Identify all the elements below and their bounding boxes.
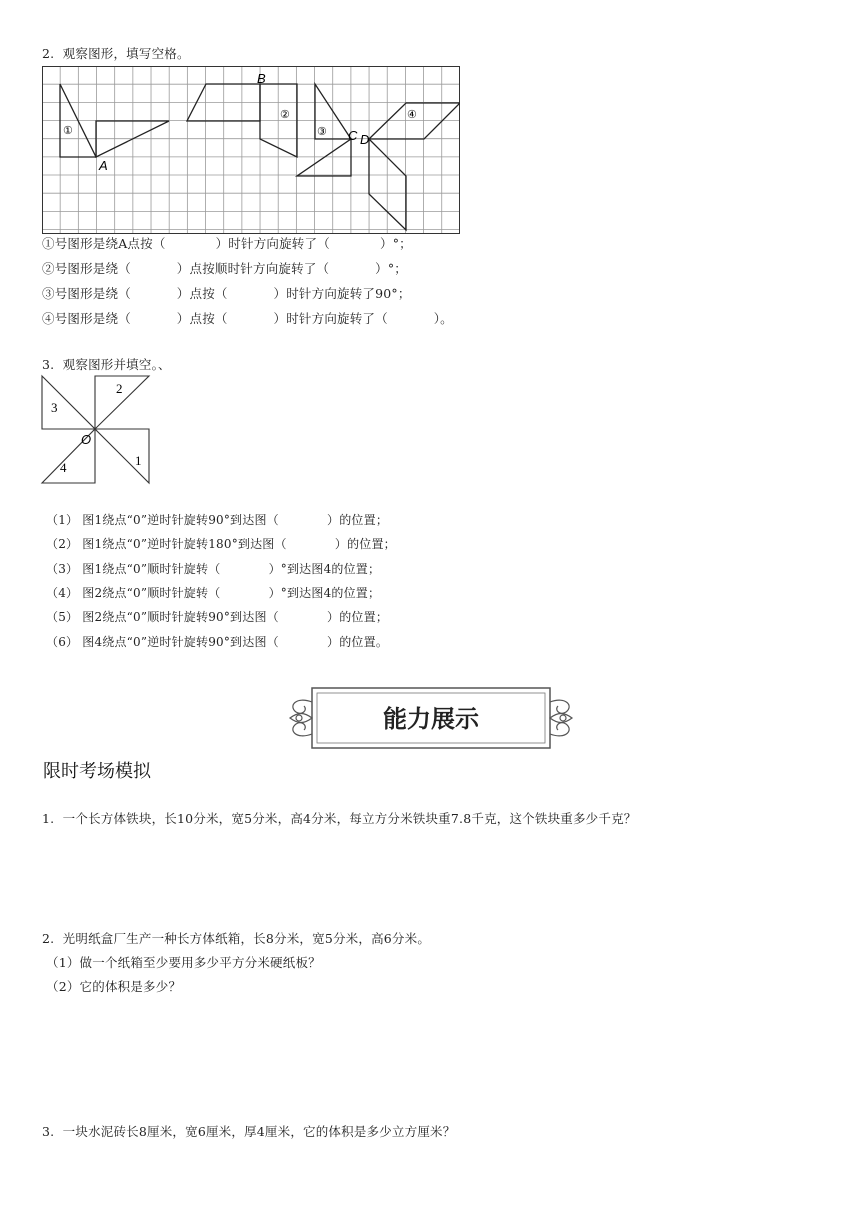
q3-item-5: （5） 图2绕点“0”顺时针旋转90°到达图（ ）的位置； bbox=[46, 610, 389, 624]
q3-item-3: （3） 图1绕点“0”顺时针旋转（ ）°到达图4的位置； bbox=[46, 562, 381, 576]
fig-2-number: 2 bbox=[116, 381, 123, 396]
center-o-label: O bbox=[81, 432, 92, 447]
fig-3-number: 3 bbox=[51, 400, 58, 415]
pinwheel-figure bbox=[40, 374, 152, 486]
shape-4-number: ④ bbox=[407, 109, 417, 121]
exam-q2-part-2: （2）它的体积是多少？ bbox=[46, 979, 182, 994]
exam-question-3: 3. 一块水泥砖长8厘米，宽6厘米，厚4厘米，它的体积是多少立方厘米？ bbox=[42, 1124, 456, 1139]
question-2-title: 2. 观察图形，填写空格。 bbox=[42, 46, 190, 61]
shape-2-number: ② bbox=[280, 109, 290, 121]
q3-item-2: （2） 图1绕点“0”逆时针旋转180°到达图（ ）的位置； bbox=[46, 537, 396, 551]
question-3-title: 3. 观察图形并填空。、 bbox=[42, 357, 171, 372]
fig-1-number: 1 bbox=[135, 453, 142, 468]
rotation-grid-figure bbox=[42, 66, 460, 234]
right-ornament-icon bbox=[550, 700, 572, 736]
triangle-3 bbox=[42, 376, 95, 429]
q3-item-4: （4） 图2绕点“0”顺时针旋转（ ）°到达图4的位置； bbox=[46, 586, 381, 600]
q2-line-3: ③号图形是绕（ ）点按（ ）时针方向旋转了90°； bbox=[42, 286, 411, 301]
shape-1-number: ① bbox=[63, 125, 73, 137]
q2-line-2: ②号图形是绕（ ）点按顺时针方向旋转了（ ）°； bbox=[42, 261, 407, 276]
q2-line-4: ④号图形是绕（ ）点按（ ）时针方向旋转了（ ）。 bbox=[42, 311, 453, 326]
q3-item-6: （6） 图4绕点“0”逆时针旋转90°到达图（ ）的位置。 bbox=[46, 635, 389, 649]
q3-item-1: （1） 图1绕点“0”逆时针旋转90°到达图（ ）的位置； bbox=[46, 513, 389, 527]
banner-text: 能力展示 bbox=[383, 705, 479, 733]
exam-question-2: 2. 光明纸盒厂生产一种长方体纸箱，长8分米，宽5分米，高6分米。 bbox=[42, 931, 431, 946]
shape-3-number: ③ bbox=[317, 126, 327, 138]
point-b-label: B bbox=[257, 71, 266, 86]
q2-line-1: ①号图形是绕A点按（ ）时针方向旋转了（ ）°； bbox=[42, 236, 412, 251]
left-ornament-icon bbox=[290, 700, 312, 736]
exam-q2-part-1: （1）做一个纸箱至少要用多少平方分米硬纸板？ bbox=[46, 955, 321, 970]
shape-3-rotated bbox=[297, 139, 351, 176]
exam-question-1: 1. 一个长方体铁块，长10分米，宽5分米，高4分米，每立方分米铁块重7.8千克，这个铁块重多少千克？ bbox=[42, 811, 637, 826]
point-a-label: A bbox=[99, 158, 108, 173]
exam-heading: 限时考场模拟 bbox=[43, 761, 151, 782]
ability-banner bbox=[284, 682, 578, 754]
point-c-label: C bbox=[348, 128, 358, 143]
point-d-label: D bbox=[360, 132, 370, 147]
fig-4-number: 4 bbox=[60, 460, 67, 475]
